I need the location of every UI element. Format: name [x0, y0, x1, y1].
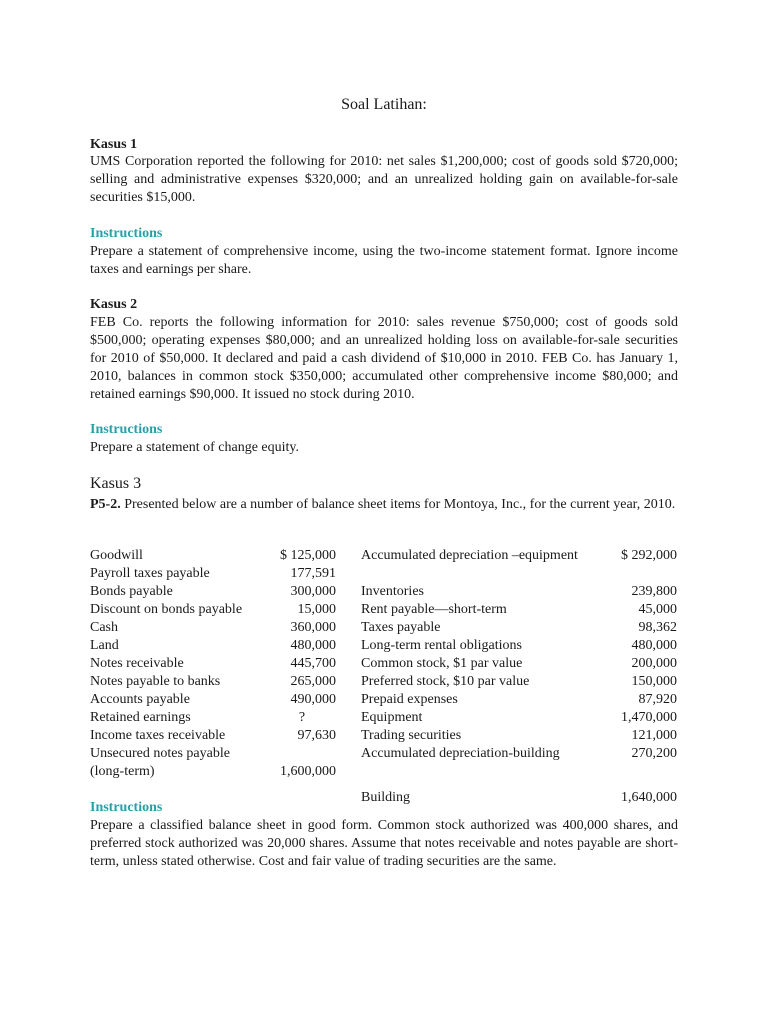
- problem-text: Presented below are a number of balance sheet items for Montoya, Inc., for the current year, 2010.: [120, 497, 676, 512]
- right-item-value: 150,000: [631, 674, 677, 689]
- right-item-value: $ 292,000: [621, 548, 677, 563]
- right-item-value: 45,000: [638, 602, 677, 617]
- left-item-value: 1,600,000: [280, 764, 336, 779]
- left-item-name: Cash: [90, 620, 118, 635]
- right-item-name: [336, 565, 591, 583]
- left-item-name: (long-term): [90, 764, 155, 779]
- right-item-value: 87,920: [638, 692, 677, 707]
- left-item-name: Accounts payable: [90, 692, 190, 707]
- kasus1-text: UMS Corporation reported the following for 2010: net sales $1,200,000; cost of goods sold $720,000; selling and administrative expenses $320,000; and an unrealized holding gain on available-for-sale securities $15,000.: [90, 154, 678, 205]
- page-title: Soal Latihan:: [341, 96, 427, 113]
- left-item-value: 15,000: [297, 602, 336, 617]
- left-item-name: Notes payable to banks: [90, 674, 221, 689]
- left-item-value: 177,591: [290, 566, 336, 581]
- right-item-value: [591, 565, 677, 583]
- kasus1-instructions-label: Instructions: [90, 226, 163, 241]
- left-item-value: ?: [298, 710, 306, 725]
- right-item-value: 270,200: [631, 746, 677, 761]
- right-item-name: Building: [361, 790, 411, 805]
- right-item-name: Trading securities: [361, 728, 462, 743]
- right-item-value: 200,000: [631, 656, 677, 671]
- left-item-name: Income taxes receivable: [90, 728, 226, 743]
- table-row: [90, 547, 677, 565]
- right-item-value: [591, 763, 677, 781]
- right-item-name: Equipment: [361, 710, 423, 725]
- left-item-value: 480,000: [290, 638, 336, 653]
- kasus3-problem: [90, 496, 678, 514]
- table-row: [90, 601, 677, 619]
- left-item-name: Goodwill: [90, 548, 143, 563]
- right-item-value: 121,000: [631, 728, 677, 743]
- left-item-value: [268, 745, 336, 763]
- table-row: [90, 745, 677, 763]
- table-row: [90, 727, 677, 745]
- problem-number: P5-2.: [90, 497, 121, 512]
- right-item-name: Accumulated depreciation-building: [361, 746, 560, 761]
- table-row: [90, 637, 677, 655]
- table-row: [90, 655, 677, 673]
- left-item-value: 265,000: [290, 674, 336, 689]
- right-item-value: 1,470,000: [621, 710, 677, 725]
- table-row: [90, 565, 677, 583]
- left-item-value: 360,000: [290, 620, 336, 635]
- left-item-value: $ 125,000: [280, 548, 336, 563]
- kasus2-instructions-label: Instructions: [90, 422, 163, 437]
- kasus3-instructions: Prepare a classified balance sheet in good form. Common stock authorized was 400,000 shares, and preferred stock authorized was 20,000 shares. Assume that notes receivable and notes payable are short-term, unless stated otherwise. Cost and fair value of trading securities are the same.: [90, 818, 678, 869]
- left-item-name: Bonds payable: [90, 584, 173, 599]
- left-item-name: Payroll taxes payable: [90, 566, 210, 581]
- right-item-value: 239,800: [631, 584, 677, 599]
- left-item-name: Unsecured notes payable: [90, 746, 230, 761]
- left-item-value: 300,000: [290, 584, 336, 599]
- kasus2-text: FEB Co. reports the following information for 2010: sales revenue $750,000; cost of goods sold $500,000; operating expenses $80,000; and an unrealized holding loss on available-for-sale securities for 2010 of $50,000. It declared and paid a cash dividend of $10,000 in 2010. FEB Co. has January 1, 2010, balances in common stock $350,000; accumulated other comprehensive income $80,000; and retained earnings $90,000. It issued no stock during 2010.: [90, 315, 678, 402]
- left-item-value: 445,700: [290, 656, 336, 671]
- kasus2-heading: Kasus 2: [90, 297, 138, 312]
- left-item-value: 490,000: [290, 692, 336, 707]
- kasus1-heading: Kasus 1: [90, 137, 138, 152]
- right-item-value: 480,000: [631, 638, 677, 653]
- left-item-value: 97,630: [297, 728, 336, 743]
- kasus1-instructions: Prepare a statement of comprehensive income, using the two-income statement format. Ignore income taxes and earnings per share.: [90, 244, 678, 277]
- right-item-value: 1,640,000: [621, 790, 677, 805]
- left-item-name: Discount on bonds payable: [90, 602, 243, 617]
- right-item-value: 98,362: [638, 620, 677, 635]
- kasus3-heading: Kasus 3: [90, 475, 142, 492]
- right-item-name: Long-term rental obligations: [361, 638, 522, 653]
- table-row: [90, 619, 677, 637]
- right-item-name: Accumulated depreciation –equipment: [361, 548, 578, 563]
- left-item-name: Notes receivable: [90, 656, 184, 671]
- balance-sheet-items-table: [90, 547, 677, 807]
- left-item-name: Retained earnings: [90, 710, 191, 725]
- left-item-name: Land: [90, 638, 119, 653]
- right-item-name: Inventories: [361, 584, 424, 599]
- right-item-name: Rent payable—short-term: [361, 602, 507, 617]
- table-row: [90, 583, 677, 601]
- kasus3-instructions-label: Instructions: [90, 800, 163, 815]
- right-item-name: Taxes payable: [361, 620, 441, 635]
- right-item-name: Preferred stock, $10 par value: [361, 674, 530, 689]
- kasus2-instructions: Prepare a statement of change equity.: [90, 440, 300, 455]
- table-row: [90, 763, 677, 781]
- right-item-name: [336, 763, 591, 781]
- right-item-name: Prepaid expenses: [361, 692, 458, 707]
- table-row: [90, 709, 677, 727]
- table-row: [90, 691, 677, 709]
- right-item-name: Common stock, $1 par value: [361, 656, 523, 671]
- table-row: [90, 673, 677, 691]
